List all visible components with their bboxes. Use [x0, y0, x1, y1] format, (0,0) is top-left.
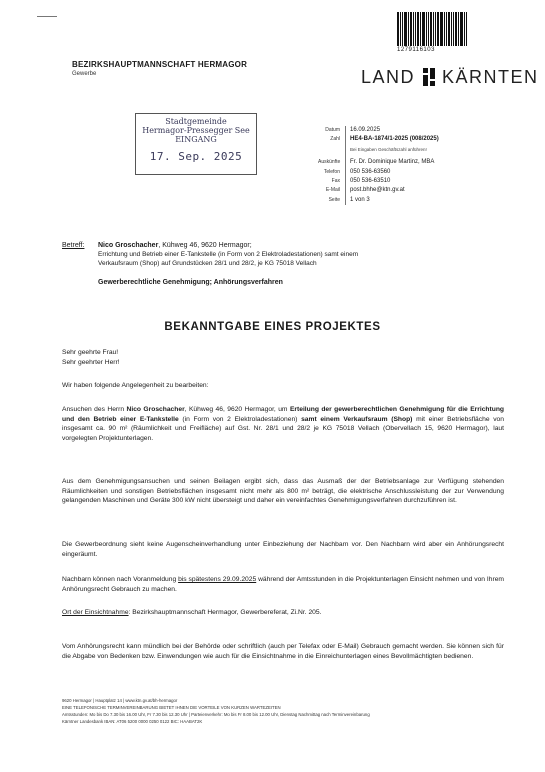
- text-run: Nachbarn können nach Voranmeldung: [62, 576, 179, 583]
- text-run: (in Form von 2 Elektroladestationen): [178, 415, 302, 423]
- meta-label: E-Mail: [318, 186, 346, 195]
- meta-label: Fax: [318, 177, 346, 186]
- meta-auskuenfte: [318, 158, 453, 167]
- footer-address: 9620 Hermagor | Hauptplatz 14 | www.ktn.gv.at/bh-hermagor: [62, 698, 178, 703]
- meta-label: Seite: [318, 196, 346, 205]
- salutation-1: Sehr geehrte Frau!: [62, 349, 119, 356]
- land-kaernten-logo: [361, 67, 539, 87]
- text-run-bold: samt einem Verkaufsraum (Shop): [301, 415, 413, 423]
- meta-label: Telefon: [318, 168, 346, 177]
- text-run-bold: Nico Groschacher: [126, 406, 185, 413]
- text-run: Ansuchen des Herrn: [62, 406, 127, 413]
- meta-value: 050 536-63560: [350, 168, 391, 175]
- top-mark: [37, 16, 57, 17]
- footer-bank: Kärntner Landesbank IBAN: AT06 5200 0000 0250 0122 BIC: HAABAT2K: [62, 719, 203, 724]
- meta-note: Bei Eingaben Geschäftszahl anführen!: [350, 146, 427, 152]
- meta-value: 1 von 3: [350, 196, 370, 203]
- betreff-label: Betreff:: [62, 242, 85, 249]
- stamp-line-3: EINGANG: [175, 135, 217, 144]
- text-run: , Kühweg 46, 9620 Hermagor, um: [184, 406, 290, 413]
- paragraph-hearing: Die Gewerbeordnung sieht keine Augenscheinverhandlung unter Einbeziehung der Nachbarn vor. Den Nachbarn wird aber ein Anhörungsrecht eingeräumt.: [62, 541, 504, 558]
- meta-datum: [318, 126, 453, 135]
- salutation-2: Sehr geehrter Herr!: [62, 359, 120, 366]
- stamp-date: 17. Sep. 2025: [149, 150, 243, 163]
- meta-zahl-note: [318, 145, 453, 154]
- betreff-subject: Gewerberechtliche Genehmigung; Anhörungsverfahren: [98, 279, 283, 286]
- received-stamp: [135, 113, 257, 175]
- meta-value: HE4-BA-1874/1-2025 (008/2025): [350, 136, 439, 143]
- meta-seite: [318, 196, 453, 205]
- betreff-line-1: [98, 242, 252, 249]
- deadline-date: bis spätestens 29.09.2025: [178, 576, 257, 583]
- betreff-address: , Kühweg 46, 9620 Hermagor;: [158, 242, 252, 249]
- reference-block: [318, 126, 453, 205]
- footer-hours: Amtsstunden: Mo bis Do 7.30 bis 16.00 Uhr, Fr 7.30 bis 12.30 Uhr | Parteienverkehr: Mo bis Fr 8.00 bis 12.00 Uhr, Dienstag Nachmittag nach Terminvereinbarung: [62, 712, 370, 717]
- footer-notice: EINE TELEFONISCHE TERMINVEREINBARUNG BIETET IHNEN DIE VORTEILE VON KURZEN WARTEZEITEN: [62, 705, 281, 710]
- meta-label: Auskünfte: [318, 158, 346, 167]
- betreff-line-3: Verkaufsraum (Shop) auf Grundstücken 28/1 und 28/2, je KG 75018 Vellach: [98, 260, 317, 267]
- intro-text: Wir haben folgende Angelegenheit zu bearbeiten:: [62, 382, 209, 389]
- paragraph-rights: Vom Anhörungsrecht kann mündlich bei der Behörde oder schriftlich (auch per Telefax oder E-Mail) Gebrauch gemacht werden. Sie können sich für die Abgabe von Bedenken bzw. Einwendungen wie auch für die Einsichtnahme in die Einreichunterlagen eines Bevollmächtigten bedienen.: [62, 643, 504, 660]
- meta-value[interactable]: post.bhhe@ktn.gv.at: [350, 187, 405, 194]
- meta-value: 050 536-63510: [350, 177, 391, 184]
- betreff-name: Nico Groschacher: [98, 242, 159, 249]
- stamp-line-1: Stadtgemeinde: [165, 117, 227, 126]
- barcode: [397, 12, 467, 46]
- paragraph-procedure: Aus dem Genehmigungsansuchen und seinen Beilagen ergibt sich, dass das Ausmaß der der Betriebsanlage zur Verfügung stehenden Räumlichkeiten und sonstigen Betriebsflächen insgesamt nicht mehr als 800 m² beträgt, die elektrische Anschlussleistung der zur Verwendung gelangenden Maschinen und Geräte 300 kW nicht übersteigt und daher ein vereinfachtes Genehmigungsverfahren durchzuführen ist.: [62, 478, 504, 504]
- paragraph-application: [62, 405, 504, 443]
- meta-label: Datum: [318, 126, 346, 135]
- meta-value: 16.09.2025: [350, 127, 381, 133]
- betreff-line-2: Errichtung und Betrieb einer E-Tankstelle (in Form von 2 Elektroladestationen) samt einem: [98, 251, 359, 258]
- meta-telefon: [318, 168, 453, 177]
- text-run: mit einer Betriebsfläche von insgesamt ca. 90 m² (Räumlichkeit und Freifläche) auf Gst. Nr. 28/1 und 28/2 je KG 75018 Vellach (Obervellach 15, 9620 Hermagor), laut vorgelegten Projektunterlagen.: [62, 415, 504, 442]
- logo-text-right: KÄRNTEN: [442, 66, 539, 87]
- authority-name: BEZIRKSHAUPTMANNSCHAFT HERMAGOR: [72, 60, 248, 69]
- text-run: während der Amtsstunden in die Projektunterlagen Einsicht nehmen und von Ihrem Anhörungsrecht Gebrauch zu machen.: [62, 576, 504, 593]
- barcode-number: 1279116103: [397, 47, 435, 53]
- inspection-location: [62, 608, 504, 618]
- meta-email: [318, 186, 453, 195]
- meta-fax: [318, 177, 453, 186]
- paragraph-deadline: [62, 575, 504, 594]
- inspection-value: : Bezirkshauptmannschaft Hermagor, Gewerbereferat, Zi.Nr. 205.: [128, 609, 322, 616]
- stamp-line-2: Hermagor-Pressegger See: [142, 126, 250, 135]
- meta-label: Zahl: [318, 135, 346, 144]
- authority-department: Gewerbe: [72, 71, 97, 77]
- meta-zahl: [318, 135, 453, 144]
- inspection-label: Ort der Einsichtnahme: [62, 609, 129, 616]
- text-run-bold: Erteilung der gewerberechtlichen Genehmigung für die Errichtung und den Betrieb einer E-Tankstelle: [62, 406, 505, 423]
- page-title: BEKANNTGABE EINES PROJEKTES: [164, 321, 381, 333]
- logo-mark-icon: [423, 68, 435, 86]
- meta-value: Fr. Dr. Dominique Martinz, MBA: [350, 159, 435, 166]
- logo-text-left: LAND: [361, 66, 416, 87]
